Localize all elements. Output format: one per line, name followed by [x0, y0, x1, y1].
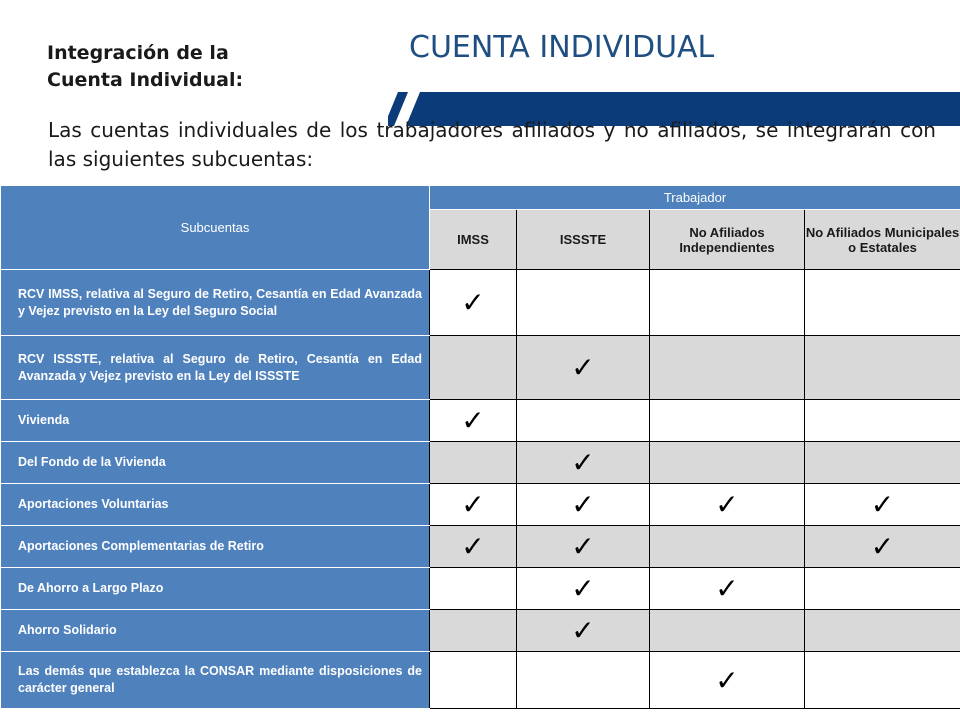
cell-no-afiliados-municipales-o-estatales [805, 400, 960, 442]
cell-no-afiliados-independientes [650, 568, 805, 610]
checkmark-icon: ✓ [571, 614, 595, 647]
cell-issste [517, 526, 650, 568]
cell-no-afiliados-municipales-o-estatales [805, 652, 960, 709]
cell-imss [430, 336, 517, 400]
cell-no-afiliados-independientes [650, 526, 805, 568]
checkmark-icon: ✓ [870, 488, 895, 521]
row-label: RCV IMSS, relativa al Seguro de Retiro, Cesantía en Edad Avanzada y Vejez previsto en la Ley del Seguro Social [1, 270, 430, 336]
table-row [1, 526, 960, 568]
cell-imss [430, 652, 517, 709]
cell-no-afiliados-independientes [650, 442, 805, 484]
row-label: Aportaciones Voluntarias [1, 484, 430, 526]
page-title: CUENTA INDIVIDUAL [409, 30, 715, 65]
cell-no-afiliados-independientes [650, 652, 805, 709]
cell-no-afiliados-independientes [650, 270, 805, 336]
checkmark-icon: ✓ [461, 530, 485, 563]
cell-issste [517, 336, 650, 400]
heading-line-2: Cuenta Individual: [47, 69, 244, 91]
checkmark-icon: ✓ [715, 572, 739, 605]
table-row [1, 484, 960, 526]
cell-issste [517, 484, 650, 526]
checkmark-icon: ✓ [461, 488, 485, 521]
checkmark-icon: ✓ [571, 351, 595, 384]
cell-no-afiliados-municipales-o-estatales [805, 568, 960, 610]
table-body [1, 270, 960, 709]
table-row [1, 336, 960, 400]
header-no-afiliados-municipales: No Afiliados Municipales o Estatales [805, 210, 960, 270]
checkmark-icon: ✓ [571, 446, 595, 479]
cell-issste [517, 610, 650, 652]
cell-issste [517, 270, 650, 336]
checkmark-icon: ✓ [870, 530, 895, 563]
row-label: Ahorro Solidario [1, 610, 430, 652]
table-row [1, 400, 960, 442]
header-subcuentas: Subcuentas [1, 186, 430, 270]
table-row [1, 442, 960, 484]
cell-no-afiliados-municipales-o-estatales [805, 484, 960, 526]
cell-no-afiliados-municipales-o-estatales [805, 336, 960, 400]
cell-issste [517, 442, 650, 484]
cell-issste [517, 652, 650, 709]
cell-no-afiliados-municipales-o-estatales [805, 270, 960, 336]
cell-no-afiliados-municipales-o-estatales [805, 610, 960, 652]
header-no-afiliados-independientes: No Afiliados Independientes [650, 210, 805, 270]
checkmark-icon: ✓ [571, 488, 595, 521]
row-label: Del Fondo de la Vivienda [1, 442, 430, 484]
cell-imss [430, 568, 517, 610]
cell-imss [430, 442, 517, 484]
row-label: De Ahorro a Largo Plazo [1, 568, 430, 610]
table-row [1, 568, 960, 610]
checkmark-icon: ✓ [571, 572, 595, 605]
checkmark-icon: ✓ [461, 404, 485, 437]
subcuentas-table [0, 185, 960, 709]
checkmark-icon: ✓ [571, 530, 595, 563]
intro-paragraph: Las cuentas individuales de los trabajadores afiliados y no afiliados, se integrarán con las siguientes subcuentas: [48, 118, 936, 171]
checkmark-icon: ✓ [461, 286, 485, 319]
cell-no-afiliados-independientes [650, 400, 805, 442]
cell-imss [430, 400, 517, 442]
cell-issste [517, 568, 650, 610]
cell-issste [517, 400, 650, 442]
cell-imss [430, 526, 517, 568]
table-row [1, 610, 960, 652]
cell-imss [430, 610, 517, 652]
row-label: Vivienda [1, 400, 430, 442]
cell-imss [430, 270, 517, 336]
heading-line-1: Integración de la [47, 42, 229, 64]
cell-no-afiliados-municipales-o-estatales [805, 442, 960, 484]
header-issste: ISSSTE [517, 210, 650, 270]
table-row [1, 652, 960, 709]
checkmark-icon: ✓ [715, 663, 739, 697]
cell-no-afiliados-independientes [650, 336, 805, 400]
section-heading [47, 40, 243, 94]
cell-no-afiliados-independientes [650, 484, 805, 526]
row-label: Aportaciones Complementarias de Retiro [1, 526, 430, 568]
checkmark-icon: ✓ [715, 488, 739, 521]
cell-no-afiliados-municipales-o-estatales [805, 526, 960, 568]
header-trabajador: Trabajador [430, 186, 960, 210]
table-row [1, 270, 960, 336]
row-label: RCV ISSSTE, relativa al Seguro de Retiro, Cesantía en Edad Avanzada y Vejez previsto en la Ley del ISSSTE [1, 336, 430, 400]
row-label: Las demás que establezca la CONSAR mediante disposiciones de carácter general [1, 652, 430, 709]
header-imss: IMSS [430, 210, 517, 270]
cell-no-afiliados-independientes [650, 610, 805, 652]
cell-imss [430, 484, 517, 526]
